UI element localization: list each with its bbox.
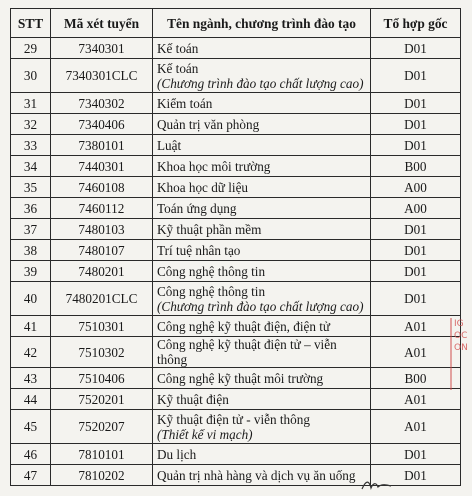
cell-major bbox=[153, 444, 371, 465]
table-row bbox=[11, 59, 461, 93]
cell-major bbox=[153, 261, 371, 282]
major-name: Kỹ thuật điện tử - viễn thông bbox=[157, 411, 310, 427]
major-name: Toán ứng dụng bbox=[157, 200, 237, 216]
cell-major bbox=[153, 114, 371, 135]
cell-stt: 36 bbox=[11, 198, 51, 219]
cell-code: 7340301 bbox=[51, 38, 153, 59]
cell-combo: A01 bbox=[371, 316, 461, 337]
cell-stt: 37 bbox=[11, 219, 51, 240]
cell-code: 7440301 bbox=[51, 156, 153, 177]
table-row bbox=[11, 198, 461, 219]
cell-combo: B00 bbox=[371, 368, 461, 389]
table-body bbox=[11, 38, 461, 486]
table-header-row bbox=[11, 9, 461, 38]
table-row bbox=[11, 316, 461, 337]
major-name: Khoa học dữ liệu bbox=[157, 179, 249, 195]
cell-stt: 41 bbox=[11, 316, 51, 337]
cell-major bbox=[153, 465, 371, 486]
cell-stt: 45 bbox=[11, 410, 51, 444]
cell-combo: D01 bbox=[371, 59, 461, 93]
cell-major bbox=[153, 240, 371, 261]
red-stamp-fragment bbox=[450, 318, 470, 390]
stamp-text: IG OC ON bbox=[454, 319, 468, 353]
major-name: Công nghệ thông tin bbox=[157, 283, 266, 299]
table-row bbox=[11, 368, 461, 389]
cell-combo: A01 bbox=[371, 337, 461, 368]
table-row bbox=[11, 38, 461, 59]
cell-code: 7340406 bbox=[51, 114, 153, 135]
major-name: Công nghệ thông tin bbox=[157, 263, 266, 279]
cell-major bbox=[153, 389, 371, 410]
cell-combo: A00 bbox=[371, 177, 461, 198]
cell-stt: 32 bbox=[11, 114, 51, 135]
major-name: Kế toán bbox=[157, 40, 199, 56]
cell-code: 7460112 bbox=[51, 198, 153, 219]
cell-code: 7510301 bbox=[51, 316, 153, 337]
cell-major bbox=[153, 177, 371, 198]
cell-combo: D01 bbox=[371, 240, 461, 261]
table-row bbox=[11, 337, 461, 368]
cell-major bbox=[153, 198, 371, 219]
cell-stt: 34 bbox=[11, 156, 51, 177]
major-name: Công nghệ kỹ thuật môi trường bbox=[157, 370, 324, 386]
major-name: Công nghệ kỹ thuật điện tử – viễn thông bbox=[157, 337, 337, 367]
major-name: Công nghệ kỹ thuật điện, điện tử bbox=[157, 318, 331, 334]
cell-stt: 47 bbox=[11, 465, 51, 486]
cell-major bbox=[153, 59, 371, 93]
cell-code: 7810202 bbox=[51, 465, 153, 486]
header-combo: Tổ hợp gốc bbox=[371, 9, 461, 38]
cell-code: 7510406 bbox=[51, 368, 153, 389]
major-name: Kỹ thuật phần mềm bbox=[157, 221, 262, 237]
table-row bbox=[11, 444, 461, 465]
cell-code: 7380101 bbox=[51, 135, 153, 156]
major-name: Quản trị văn phòng bbox=[157, 116, 260, 132]
table-row bbox=[11, 219, 461, 240]
table-row bbox=[11, 282, 461, 316]
admission-table bbox=[10, 8, 461, 486]
cell-major bbox=[153, 316, 371, 337]
cell-combo: D01 bbox=[371, 219, 461, 240]
cell-code: 7480107 bbox=[51, 240, 153, 261]
cell-combo: D01 bbox=[371, 135, 461, 156]
cell-combo: A01 bbox=[371, 389, 461, 410]
cell-combo: B00 bbox=[371, 156, 461, 177]
major-name: Du lịch bbox=[157, 446, 197, 462]
cell-code: 7480103 bbox=[51, 219, 153, 240]
cell-major bbox=[153, 410, 371, 444]
cell-stt: 33 bbox=[11, 135, 51, 156]
cell-code: 7520207 bbox=[51, 410, 153, 444]
cell-major bbox=[153, 38, 371, 59]
cell-combo: A00 bbox=[371, 198, 461, 219]
table-row bbox=[11, 135, 461, 156]
cell-code: 7460108 bbox=[51, 177, 153, 198]
cell-major bbox=[153, 93, 371, 114]
major-note: (Thiết kế vi mạch) bbox=[157, 426, 253, 442]
cell-major bbox=[153, 219, 371, 240]
cell-code: 7340302 bbox=[51, 93, 153, 114]
cell-combo: D01 bbox=[371, 261, 461, 282]
cell-major bbox=[153, 156, 371, 177]
major-name: Quản trị nhà hàng và dịch vụ ăn uống bbox=[157, 467, 356, 483]
cell-major bbox=[153, 135, 371, 156]
cell-code: 7480201CLC bbox=[51, 282, 153, 316]
cell-major bbox=[153, 282, 371, 316]
table-row bbox=[11, 389, 461, 410]
major-name: Kỹ thuật điện bbox=[157, 391, 229, 407]
cell-stt: 35 bbox=[11, 177, 51, 198]
cell-code: 7480201 bbox=[51, 261, 153, 282]
admission-table-sheet bbox=[10, 8, 460, 486]
cell-code: 7340301CLC bbox=[51, 59, 153, 93]
cell-stt: 44 bbox=[11, 389, 51, 410]
major-note: (Chương trình đào tạo chất lượng cao) bbox=[157, 75, 364, 91]
cell-stt: 29 bbox=[11, 38, 51, 59]
header-code: Mã xét tuyển bbox=[51, 9, 153, 38]
cell-stt: 40 bbox=[11, 282, 51, 316]
table-row bbox=[11, 177, 461, 198]
header-stt: STT bbox=[11, 9, 51, 38]
major-name: Kế toán bbox=[157, 60, 199, 76]
table-row bbox=[11, 240, 461, 261]
table-row bbox=[11, 156, 461, 177]
cell-major bbox=[153, 337, 371, 368]
table-row bbox=[11, 114, 461, 135]
header-major: Tên ngành, chương trình đào tạo bbox=[153, 9, 371, 38]
major-name: Trí tuệ nhân tạo bbox=[157, 242, 241, 258]
cell-stt: 30 bbox=[11, 59, 51, 93]
table-row bbox=[11, 410, 461, 444]
cell-combo: A01 bbox=[371, 410, 461, 444]
major-note: (Chương trình đào tạo chất lượng cao) bbox=[157, 298, 364, 314]
cell-stt: 31 bbox=[11, 93, 51, 114]
major-name: Luật bbox=[157, 137, 182, 153]
cell-combo: D01 bbox=[371, 38, 461, 59]
cell-stt: 46 bbox=[11, 444, 51, 465]
major-name: Khoa học môi trường bbox=[157, 158, 271, 174]
cell-major bbox=[153, 368, 371, 389]
cell-combo: D01 bbox=[371, 282, 461, 316]
table-row bbox=[11, 261, 461, 282]
cell-combo: D01 bbox=[371, 114, 461, 135]
cell-stt: 43 bbox=[11, 368, 51, 389]
major-name: Kiểm toán bbox=[157, 95, 213, 111]
table-row bbox=[11, 93, 461, 114]
cell-stt: 38 bbox=[11, 240, 51, 261]
cell-combo: D01 bbox=[371, 465, 461, 486]
cell-combo: D01 bbox=[371, 444, 461, 465]
cell-code: 7510302 bbox=[51, 337, 153, 368]
cell-code: 7520201 bbox=[51, 389, 153, 410]
signature-scribble bbox=[360, 478, 394, 492]
cell-stt: 39 bbox=[11, 261, 51, 282]
cell-stt: 42 bbox=[11, 337, 51, 368]
cell-code: 7810101 bbox=[51, 444, 153, 465]
cell-combo: D01 bbox=[371, 93, 461, 114]
